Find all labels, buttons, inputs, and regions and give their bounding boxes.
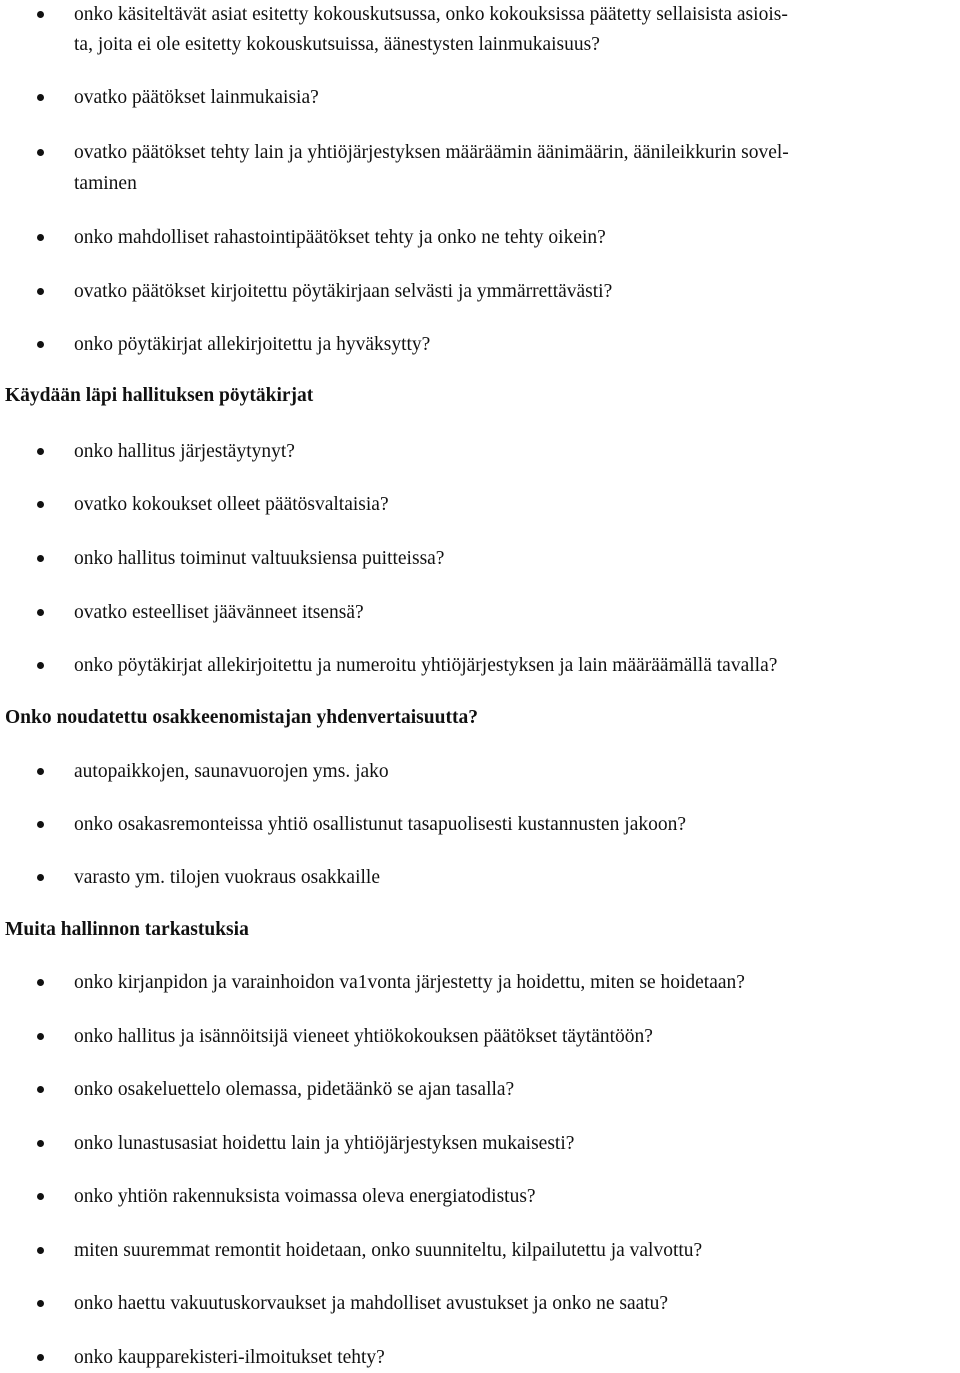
section-heading: Onko noudatettu osakkeenomistajan yhdenvertaisuutta? <box>5 707 478 728</box>
list-item <box>0 599 960 626</box>
list-item-text: onko hallitus ja isännöitsijä vieneet yhtiökokouksen päätökset täytäntöön? <box>74 1026 653 1047</box>
bullet-icon <box>37 234 44 241</box>
list-item-text: onko pöytäkirjat allekirjoitettu ja hyväksytty? <box>74 334 431 355</box>
list-item <box>0 1076 960 1103</box>
list-item-text: onko käsiteltävät asiat esitetty kokouskutsussa, onko kokouksissa päätetty sellaisista asiois- <box>74 4 788 25</box>
list-item <box>0 545 960 572</box>
list-item <box>0 652 960 679</box>
list-item-text: onko osakeluettelo olemassa, pidetäänkö se ajan tasalla? <box>74 1079 515 1100</box>
bullet-icon <box>37 874 44 881</box>
list-item <box>0 1290 960 1317</box>
section-heading: Käydään läpi hallituksen pöytäkirjat <box>5 385 314 406</box>
bullet-icon <box>37 821 44 828</box>
list-item-text: onko haettu vakuutuskorvaukset ja mahdolliset avustukset ja onko ne saatu? <box>74 1293 669 1314</box>
bullet-icon <box>37 555 44 562</box>
bullet-icon <box>37 149 44 156</box>
list-item <box>0 1344 960 1371</box>
bullet-icon <box>37 94 44 101</box>
list-item-text: onko lunastusasiat hoidettu lain ja yhtiöjärjestyksen mukaisesti? <box>74 1133 575 1154</box>
bullet-icon <box>37 979 44 986</box>
list-item-continuation: ta, joita ei ole esitetty kokouskutsuissa, äänestysten lainmukaisuus? <box>74 34 600 55</box>
list-item <box>0 1130 960 1157</box>
bullet-icon <box>37 609 44 616</box>
bullet-icon <box>37 288 44 295</box>
list-item-text: onko pöytäkirjat allekirjoitettu ja numeroitu yhtiöjärjestyksen ja lain määräämällä tavalla? <box>74 655 778 676</box>
list-item-text: ovatko päätökset tehty lain ja yhtiöjärjestyksen määräämin äänimäärin, äänileikkurin sovel- <box>74 142 789 163</box>
bullet-icon <box>37 662 44 669</box>
list-item-text: ovatko päätökset lainmukaisia? <box>74 87 319 108</box>
list-item <box>0 1237 960 1264</box>
list-item-text: autopaikkojen, saunavuorojen yms. jako <box>74 761 389 782</box>
bullet-icon <box>37 768 44 775</box>
list-item <box>0 438 960 465</box>
list-item <box>0 1023 960 1050</box>
list-item <box>0 84 960 111</box>
bullet-icon <box>37 1354 44 1361</box>
bullet-icon <box>37 1247 44 1254</box>
section-heading: Muita hallinnon tarkastuksia <box>5 919 249 940</box>
list-item-text: onko kaupparekisteri-ilmoitukset tehty? <box>74 1347 385 1368</box>
list-item <box>0 969 960 996</box>
list-item-text: miten suuremmat remontit hoidetaan, onko suunniteltu, kilpailutettu ja valvottu? <box>74 1240 703 1261</box>
list-item-text: onko yhtiön rakennuksista voimassa oleva energiatodistus? <box>74 1186 536 1207</box>
list-item <box>0 139 960 166</box>
list-item-text: ovatko päätökset kirjoitettu pöytäkirjaan selvästi ja ymmärrettävästi? <box>74 281 613 302</box>
list-item-text: onko hallitus toiminut valtuuksiensa puitteissa? <box>74 548 445 569</box>
list-item-text: onko kirjanpidon ja varainhoidon va1vonta järjestetty ja hoidettu, miten se hoidetaan? <box>74 972 745 993</box>
list-item-text: onko osakasremonteissa yhtiö osallistunut tasapuolisesti kustannusten jakoon? <box>74 814 687 835</box>
bullet-icon <box>37 1300 44 1307</box>
bullet-icon <box>37 1033 44 1040</box>
list-item <box>0 278 960 305</box>
list-item-text: ovatko esteelliset jäävänneet itsensä? <box>74 602 364 623</box>
bullet-icon <box>37 11 44 18</box>
list-item <box>0 224 960 251</box>
bullet-icon <box>37 1140 44 1147</box>
bullet-icon <box>37 448 44 455</box>
list-item <box>0 811 960 838</box>
list-item <box>0 864 960 891</box>
list-item-text: ovatko kokoukset olleet päätösvaltaisia? <box>74 494 389 515</box>
list-item-continuation: taminen <box>74 173 137 194</box>
list-item <box>0 331 960 358</box>
bullet-icon <box>37 1193 44 1200</box>
list-item <box>0 491 960 518</box>
list-item <box>0 1183 960 1210</box>
bullet-icon <box>37 341 44 348</box>
list-item-text: varasto ym. tilojen vuokraus osakkaille <box>74 867 380 888</box>
list-item <box>0 1 960 28</box>
list-item <box>0 758 960 785</box>
bullet-icon <box>37 1086 44 1093</box>
list-item-text: onko hallitus järjestäytynyt? <box>74 441 295 462</box>
bullet-icon <box>37 501 44 508</box>
list-item-text: onko mahdolliset rahastointipäätökset tehty ja onko ne tehty oikein? <box>74 227 606 248</box>
